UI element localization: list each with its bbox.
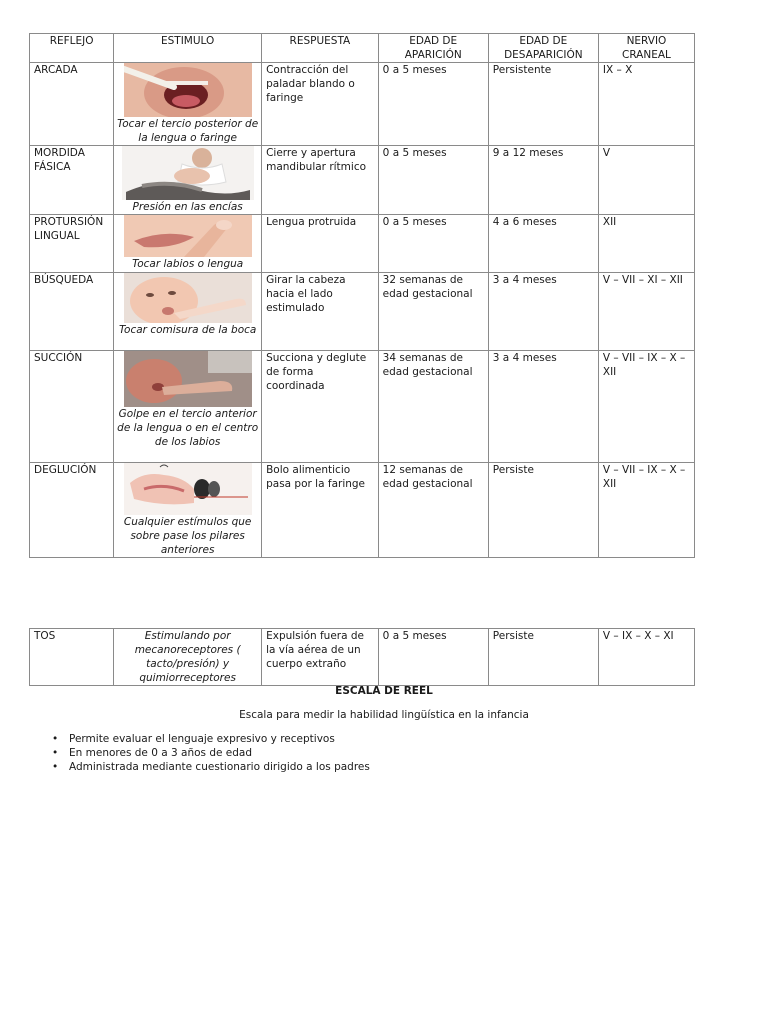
newborn-sucking-finger-photo (124, 351, 252, 407)
table-row (30, 629, 695, 686)
header-nervio-craneal: NERVIO CRANEAL (598, 34, 694, 63)
nervio-cell: V (598, 146, 694, 215)
estimulo-caption: Presión en las encías (132, 201, 243, 213)
reflejo-cell: BÚSQUEDA (30, 273, 114, 351)
baby-face-finger-photo (124, 273, 252, 323)
table-row (30, 146, 695, 215)
estimulo-caption: Golpe en el tercio anterior de la lengua o en el centro de los labios (117, 408, 259, 448)
reflex-table (29, 33, 695, 558)
list-item: • En menores de 0 a 3 años de edad (50, 746, 370, 760)
list-item: • Permite evaluar el lenguaje expresivo y receptivos (50, 732, 370, 746)
respuesta-cell: Girar la cabeza hacia el lado estimulado (262, 273, 379, 351)
aparicion-cell: 34 semanas de edad gestacional (378, 351, 488, 463)
finger-touching-lips-photo (124, 215, 252, 257)
header-reflejo: REFLEJO (30, 34, 114, 63)
aparicion-cell: 0 a 5 meses (378, 146, 488, 215)
aparicion-cell: 0 a 5 meses (378, 215, 488, 273)
nervio-cell: V – VII – IX – X – XII (598, 463, 694, 558)
estimulo-cell (114, 463, 262, 558)
respuesta-cell: Lengua protruida (262, 215, 379, 273)
estimulo-cell (114, 146, 262, 215)
nervio-cell: XII (598, 215, 694, 273)
estimulo-cell (114, 63, 262, 146)
reflejo-cell: DEGLUCIÓN (30, 463, 114, 558)
nervio-cell: IX – X (598, 63, 694, 146)
aparicion-cell: 32 semanas de edad gestacional (378, 273, 488, 351)
reflejo-cell: SUCCIÓN (30, 351, 114, 463)
estimulo-cell (114, 273, 262, 351)
header-edad-aparicion: EDAD DE APARICIÓN (378, 34, 488, 63)
respuesta-cell: Expulsión fuera de la vía aérea de un cuerpo extraño (262, 629, 379, 686)
estimulo-caption: Tocar comisura de la boca (118, 324, 257, 336)
desaparicion-cell: 3 a 4 meses (488, 351, 598, 463)
desaparicion-cell: Persistente (488, 63, 598, 146)
mother-holding-infant-photo (122, 146, 254, 200)
aparicion-cell: 12 semanas de edad gestacional (378, 463, 488, 558)
desaparicion-cell: 4 a 6 meses (488, 215, 598, 273)
reflejo-cell: MORDIDA FÁSICA (30, 146, 114, 215)
desaparicion-cell: 3 a 4 meses (488, 273, 598, 351)
swallowing-anatomy-illustration (124, 463, 252, 515)
section-description: Escala para medir la habilidad lingüística en la infancia (239, 709, 529, 721)
desaparicion-cell: Persiste (488, 629, 598, 686)
aparicion-cell: 0 a 5 meses (378, 629, 488, 686)
table-row (30, 63, 695, 146)
reflejo-cell: PROTURSIÓN LINGUAL (30, 215, 114, 273)
estimulo-caption: Tocar labios o lengua (132, 258, 244, 270)
section-title: ESCALA DE REEL (335, 685, 433, 697)
header-estimulo: ESTIMULO (114, 34, 262, 63)
header-edad-desaparicion: EDAD DE DESAPARICIÓN (488, 34, 598, 63)
mouth-open-tongue-depressor-photo (124, 63, 252, 117)
estimulo-cell (114, 629, 262, 686)
nervio-cell: V – VII – IX – X – XII (598, 351, 694, 463)
nervio-cell: V – VII – XI – XII (598, 273, 694, 351)
table-row (30, 273, 695, 351)
header-respuesta: RESPUESTA (262, 34, 379, 63)
table-row (30, 351, 695, 463)
respuesta-cell: Bolo alimenticio pasa por la faringe (262, 463, 379, 558)
estimulo-cell (114, 215, 262, 273)
respuesta-cell: Contracción del paladar blando o faringe (262, 63, 379, 146)
table-row (30, 215, 695, 273)
desaparicion-cell: Persiste (488, 463, 598, 558)
respuesta-cell: Succiona y deglute de forma coordinada (262, 351, 379, 463)
respuesta-cell: Cierre y apertura mandibular rítmico (262, 146, 379, 215)
reflejo-cell: ARCADA (30, 63, 114, 146)
estimulo-caption: Estimulando por mecanoreceptores ( tacto/presión) y quimiorreceptores (134, 630, 241, 684)
estimulo-cell (114, 351, 262, 463)
estimulo-caption: Tocar el tercio posterior de la lengua o faringe (117, 118, 259, 144)
aparicion-cell: 0 a 5 meses (378, 63, 488, 146)
nervio-cell: V – IX – X – XI (598, 629, 694, 686)
list-item: • Administrada mediante cuestionario dirigido a los padres (50, 760, 370, 774)
tos-table (29, 628, 695, 686)
estimulo-caption: Cualquier estímulos que sobre pase los pilares anteriores (123, 516, 252, 556)
desaparicion-cell: 9 a 12 meses (488, 146, 598, 215)
reflejo-cell: TOS (30, 629, 114, 686)
table-row (30, 463, 695, 558)
table-header-row (30, 34, 695, 63)
bullet-list (50, 732, 370, 774)
